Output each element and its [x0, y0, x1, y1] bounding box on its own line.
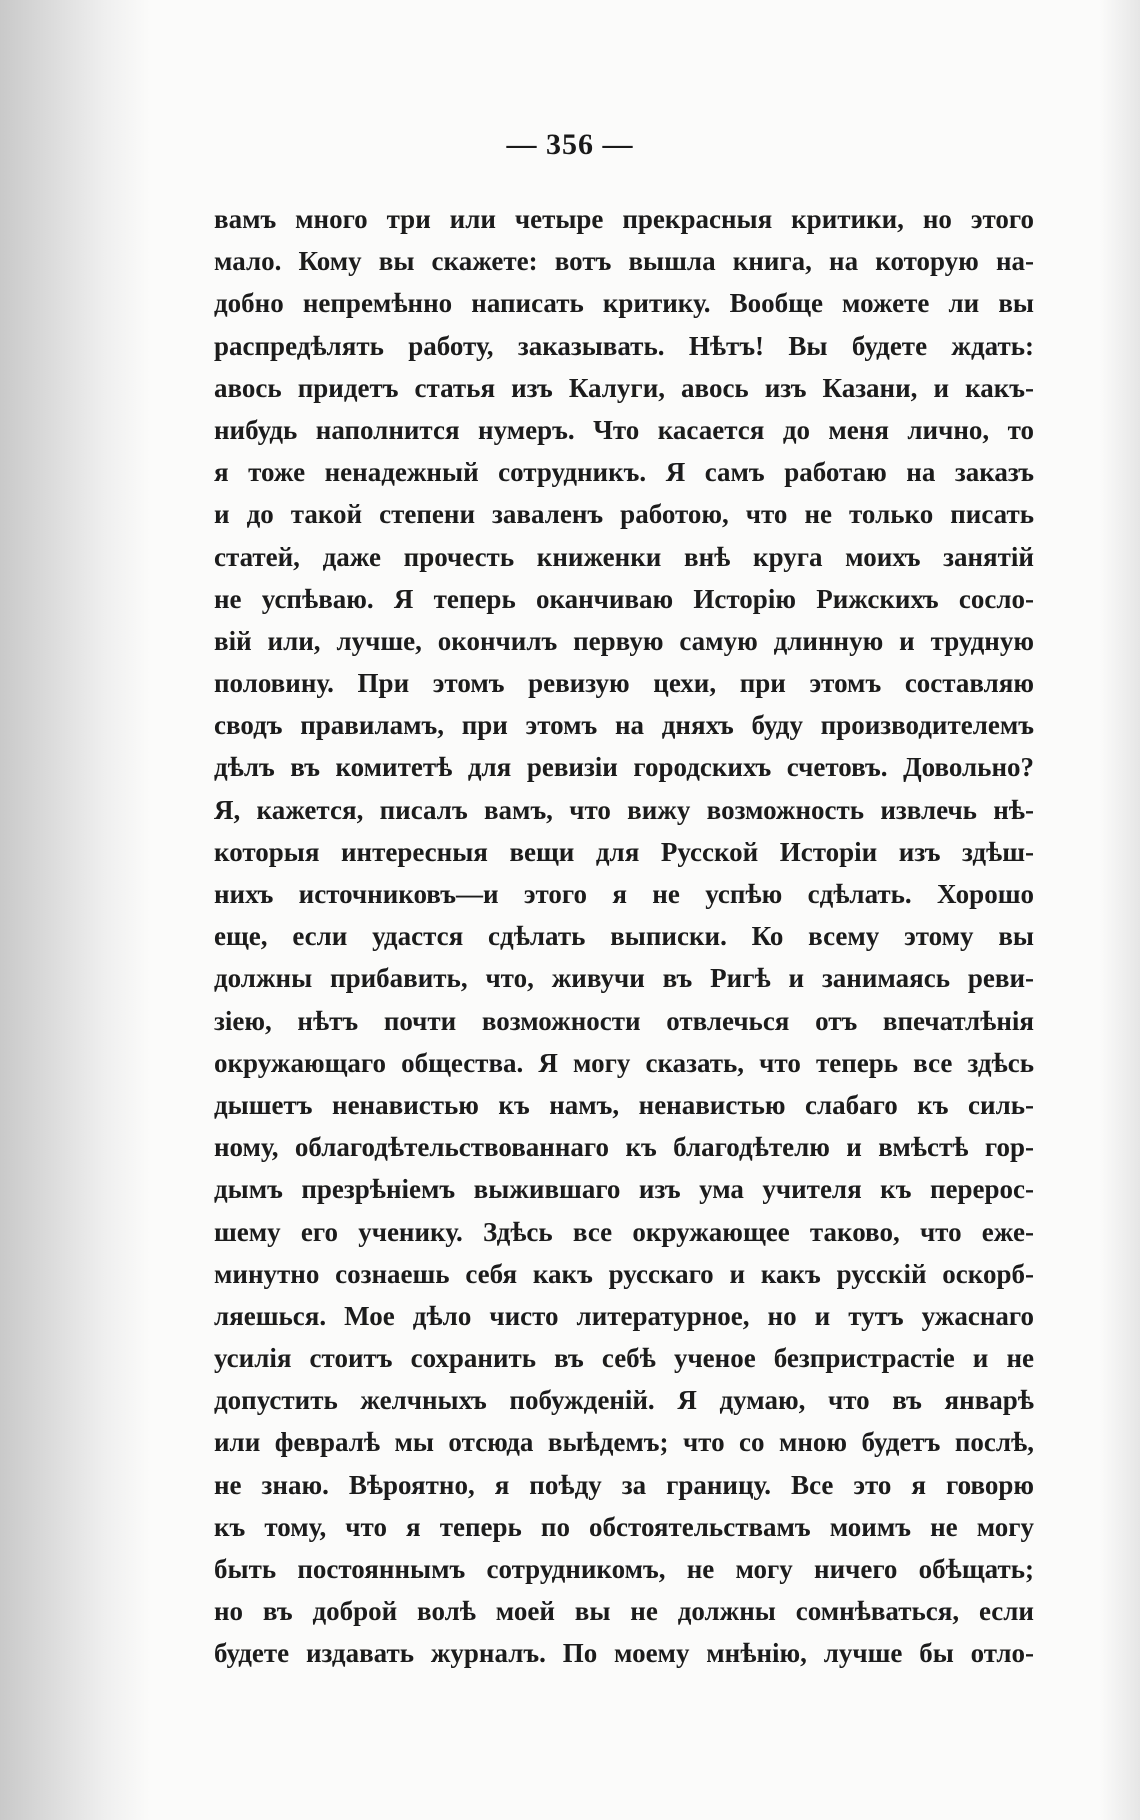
- text-line: нибудь наполнится нумеръ. Что касается до меня лично, то: [214, 414, 1034, 445]
- text-line: мало. Кому вы скажете: вотъ вышла книга, на которую на-: [214, 246, 1034, 277]
- text-line: ному, облагодѣтельствованнаго къ благодѣтелю и вмѣстѣ гор-: [214, 1132, 1034, 1163]
- text-line: усилія стоитъ сохранить въ себѣ ученое безпристрастіе и не: [214, 1343, 1034, 1374]
- text-line: Я, кажется, писалъ вамъ, что вижу возможность извлечь нѣ-: [214, 794, 1034, 825]
- text-line: нихъ источниковъ—и этого я не успѣю сдѣлать. Хорошо: [214, 879, 1034, 909]
- text-line: распредѣлять работу, заказывать. Нѣтъ! Вы будете ждать:: [214, 330, 1034, 361]
- text-line: вамъ много три или четыре прекрасныя критики, но этого: [214, 204, 1034, 234]
- text-line: но въ доброй волѣ моей вы не должны сомнѣваться, если: [214, 1596, 1034, 1627]
- text-line: не знаю. Вѣроятно, я поѣду за границу. Все это я говорю: [214, 1469, 1034, 1500]
- text-line: допустить желчныхъ побужденій. Я думаю, что въ январѣ: [214, 1385, 1034, 1416]
- text-line: зіею, нѣтъ почти возможности отвлечься отъ впечатлѣнія: [214, 1005, 1034, 1036]
- text-line: половину. При этомъ ревизую цехи, при этомъ составляю: [214, 668, 1034, 699]
- text-line: быть постояннымъ сотрудникомъ, не могу ничего обѣщать;: [214, 1554, 1034, 1584]
- text-line: или февралѣ мы отсюда выѣдемъ; что со мною будетъ послѣ,: [214, 1427, 1034, 1458]
- text-line: еще, если удастся сдѣлать выписки. Ко всему этому вы: [214, 921, 1034, 952]
- text-line: къ тому, что я теперь по обстоятельствамъ моимъ не могу: [214, 1511, 1034, 1542]
- text-line: дѣлъ въ комитетѣ для ревизіи городскихъ счетовъ. Довольно?: [214, 752, 1034, 783]
- text-line: добно непремѣнно написать критику. Вообще можете ли вы: [214, 288, 1034, 319]
- text-line: не успѣваю. Я теперь оканчиваю Исторію Рижскихъ сосло-: [214, 583, 1034, 614]
- text-line: дышетъ ненавистью къ намъ, ненавистью слабаго къ силь-: [214, 1089, 1034, 1120]
- text-line: которыя интересныя вещи для Русской Исторіи изъ здѣш-: [214, 836, 1034, 867]
- text-line: авось придетъ статья изъ Калуги, авось изъ Казани, и какъ-: [214, 372, 1034, 403]
- text-line: ляешься. Мое дѣло чисто литературное, но и тутъ ужаснаго: [214, 1300, 1034, 1331]
- text-line: будете издавать журналъ. По моему мнѣнію, лучше бы отло-: [214, 1638, 1034, 1669]
- text-line: дымъ презрѣніемъ выжившаго изъ ума учителя къ перерос-: [214, 1174, 1034, 1205]
- text-line: вій или, лучше, окончилъ первую самую длинную и трудную: [214, 625, 1034, 656]
- text-line: сводъ правиламъ, при этомъ на дняхъ буду производителемъ: [214, 710, 1034, 741]
- text-line: я тоже ненадежный сотрудникъ. Я самъ работаю на заказъ: [214, 457, 1034, 488]
- text-line: минутно сознаешь себя какъ русскаго и какъ русскій оскорб-: [214, 1258, 1034, 1289]
- text-line: и до такой степени заваленъ работою, что не только писать: [214, 499, 1034, 530]
- page-number: — 356 —: [506, 128, 634, 161]
- scan-shadow-right: [1100, 0, 1140, 1820]
- scan-shadow-left: [0, 0, 150, 1820]
- body-text: [214, 198, 1034, 1675]
- text-line: должны прибавить, что, живучи въ Ригѣ и занимаясь реви-: [214, 963, 1034, 994]
- text-line: окружающаго общества. Я могу сказать, что теперь все здѣсь: [214, 1047, 1034, 1078]
- text-line: статей, даже прочесть книженки внѣ круга моихъ занятій: [214, 541, 1034, 572]
- text-line: шему его ученику. Здѣсь все окружающее таково, что еже-: [214, 1216, 1034, 1247]
